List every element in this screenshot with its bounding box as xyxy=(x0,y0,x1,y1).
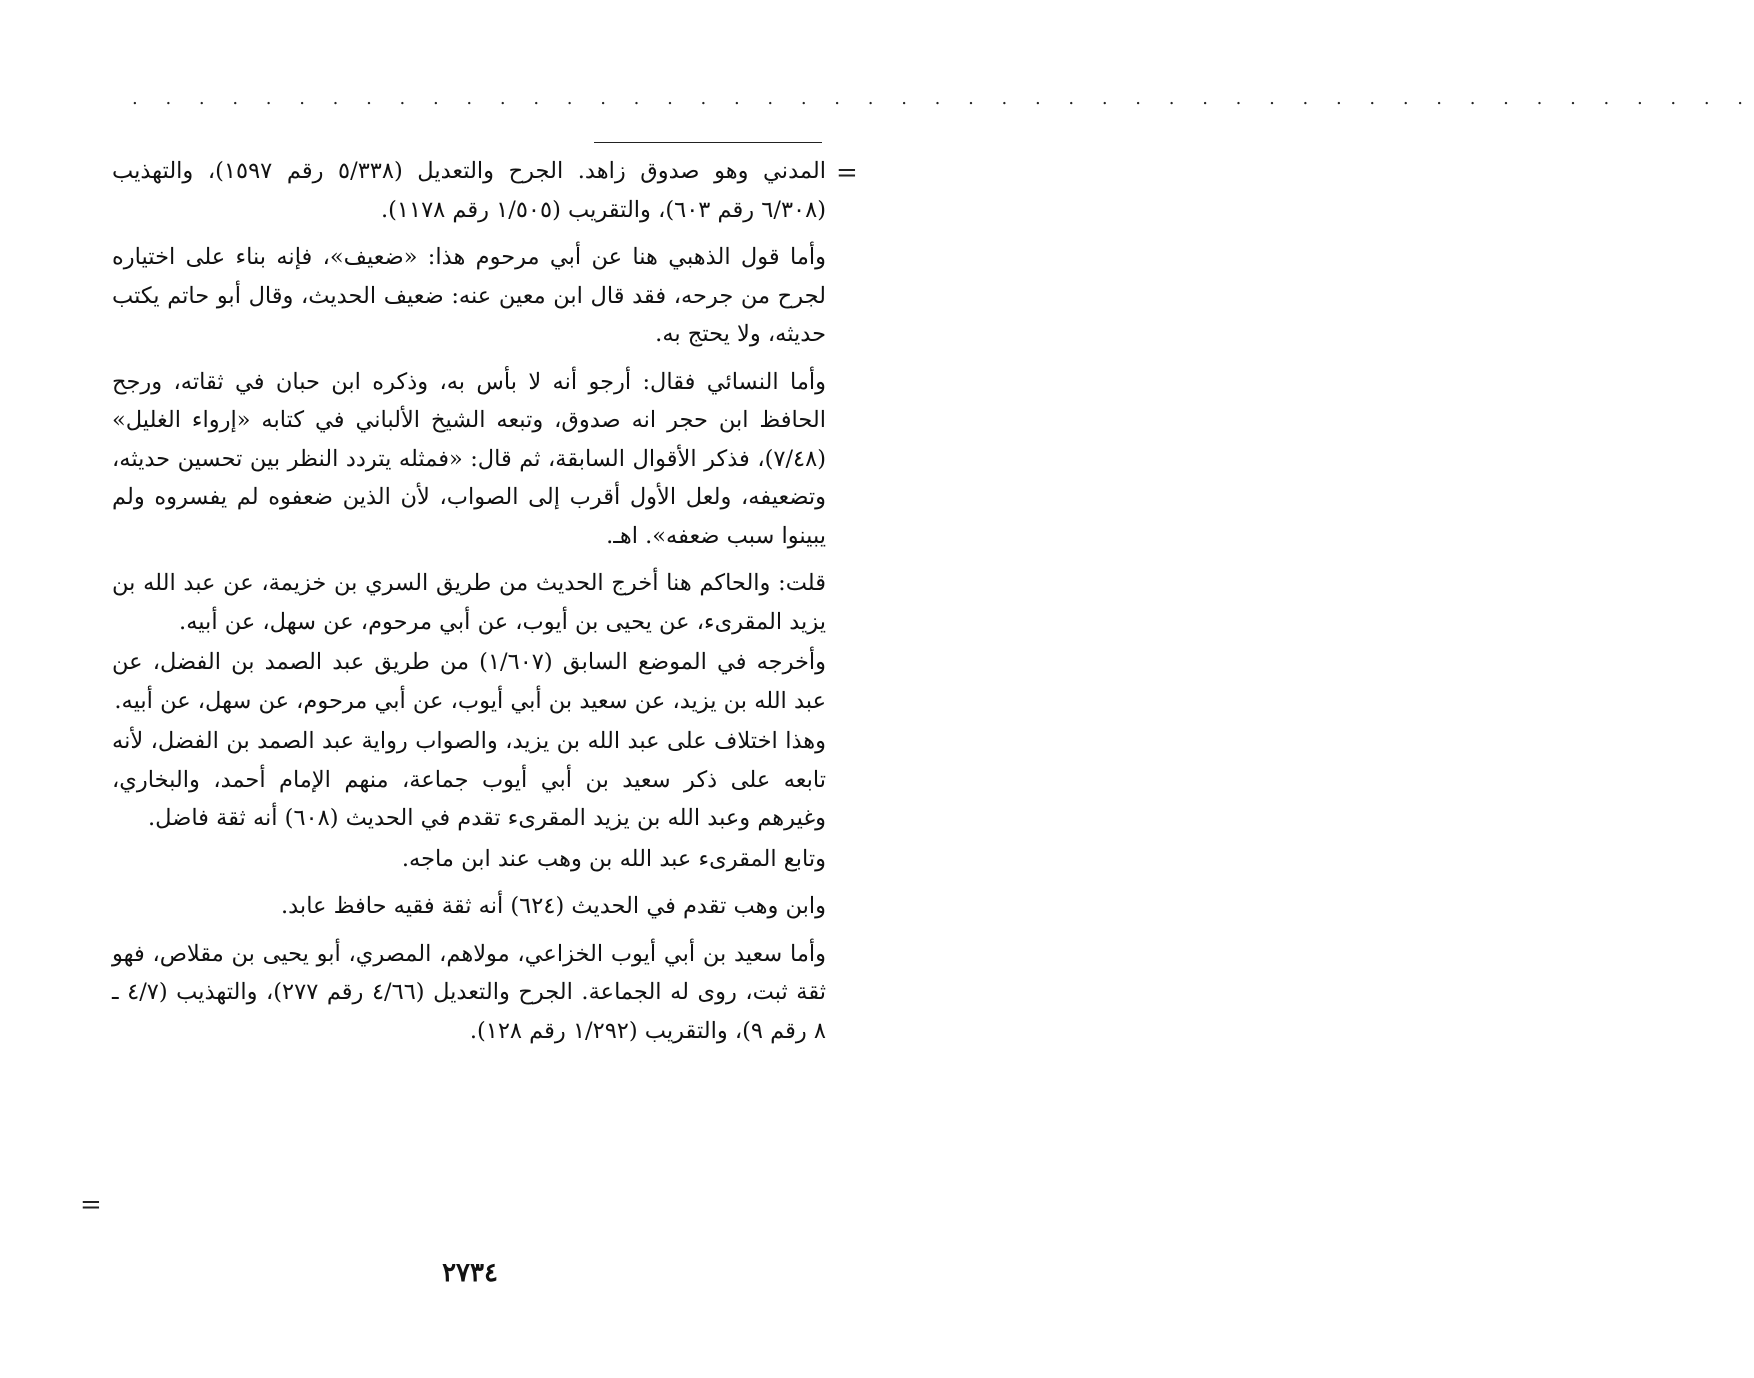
paragraph-5: وأخرجه في الموضع السابق (١/٦٠٧) من طريق عبد الصمد بن الفضل، عن عبد الله بن يزيد، عن سعيد بن أبي أيوب، عن أبي مرحوم، عن سهل، عن أبيه. xyxy=(112,649,827,714)
continuation-mark-top: = xyxy=(836,158,858,188)
paragraph-9: وأما سعيد بن أبي أيوب الخزاعي، مولاهم، المصري، أبو يحيى بن مقلاص، فهو ثقة ثبت، روى له الجماعة. الجرح والتعديل (٤/٦٦ رقم ٢٧٧)، والتهذيب (٤/٧ ـ ٨ رقم ٩)، والتقريب (١/٢٩٢ رقم ١٢٨). xyxy=(112,940,827,1044)
paragraph-2: وأما قول الذهبي هنا عن أبي مرحوم هذا: «ضعيف»، فإنه بناء على اختياره لجرح من جرحه، فقد قال ابن معين عنه: ضعيف الحديث، وقال أبو حاتم يكتب حديثه، ولا يحتج به. xyxy=(112,244,826,347)
paragraph-7: وتابع المقرىء عبد الله بن وهب عند ابن ماجه. xyxy=(401,845,826,872)
decorative-dotted-line: . . . . . . . . . . . . . . . . . . . . . . . . . . . . . . . . . . . . . . . . . . . . . . . . . xyxy=(132,88,1754,109)
footnote-text-block xyxy=(112,152,826,1059)
paragraph-1: المدني وهو صدوق زاهد. الجرح والتعديل (٥/٣٣٨ رقم ١٥٩٧)، والتهذيب (٦/٣٠٨ رقم ٦٠٣)، والتقريب (١/٥٠٥ رقم ١١٧٨). xyxy=(112,158,826,223)
page-number: ٢٧٣٤ xyxy=(442,1258,498,1288)
paragraph-4: قلت: والحاكم هنا أخرج الحديث من طريق السري بن خزيمة، عن عبد الله بن يزيد المقرىء، عن يحيى بن أيوب، عن أبي مرحوم، عن سهل، عن أبيه. xyxy=(112,570,826,635)
paragraph-6: وهذا اختلاف على عبد الله بن يزيد، والصواب رواية عبد الصمد بن الفضل، لأنه تابعه على ذكر سعيد بن أبي أيوب جماعة، منهم الإمام أحمد، والبخاري، وغيرهم وعبد الله بن يزيد المقرىء تقدم في الحديث (٦٠٨) أنه ثقة فاضل. xyxy=(112,728,826,831)
paragraph-8: وابن وهب تقدم في الحديث (٦٢٤) أنه ثقة فقيه حافظ عابد. xyxy=(280,893,826,919)
paragraph-3: وأما النسائي فقال: أرجو أنه لا بأس به، وذكره ابن حبان في ثقاته، ورجح الحافظ ابن حجر انه صدوق، وتبعه الشيخ الألباني في كتابه «إرواء الغليل» (٧/٤٨)، فذكر الأقوال السابقة، ثم قال: «فمثله يتردد النظر بين تحسين حديثه، وتضعيفه، ولعل الأول أقرب إلى الصواب، لأن الذين ضعفوه لم يفسروه ولم يبينوا سبب ضعفه». اهـ. xyxy=(112,368,826,549)
footnote-separator-rule xyxy=(594,142,822,143)
continuation-mark-bottom: = xyxy=(80,1190,102,1220)
